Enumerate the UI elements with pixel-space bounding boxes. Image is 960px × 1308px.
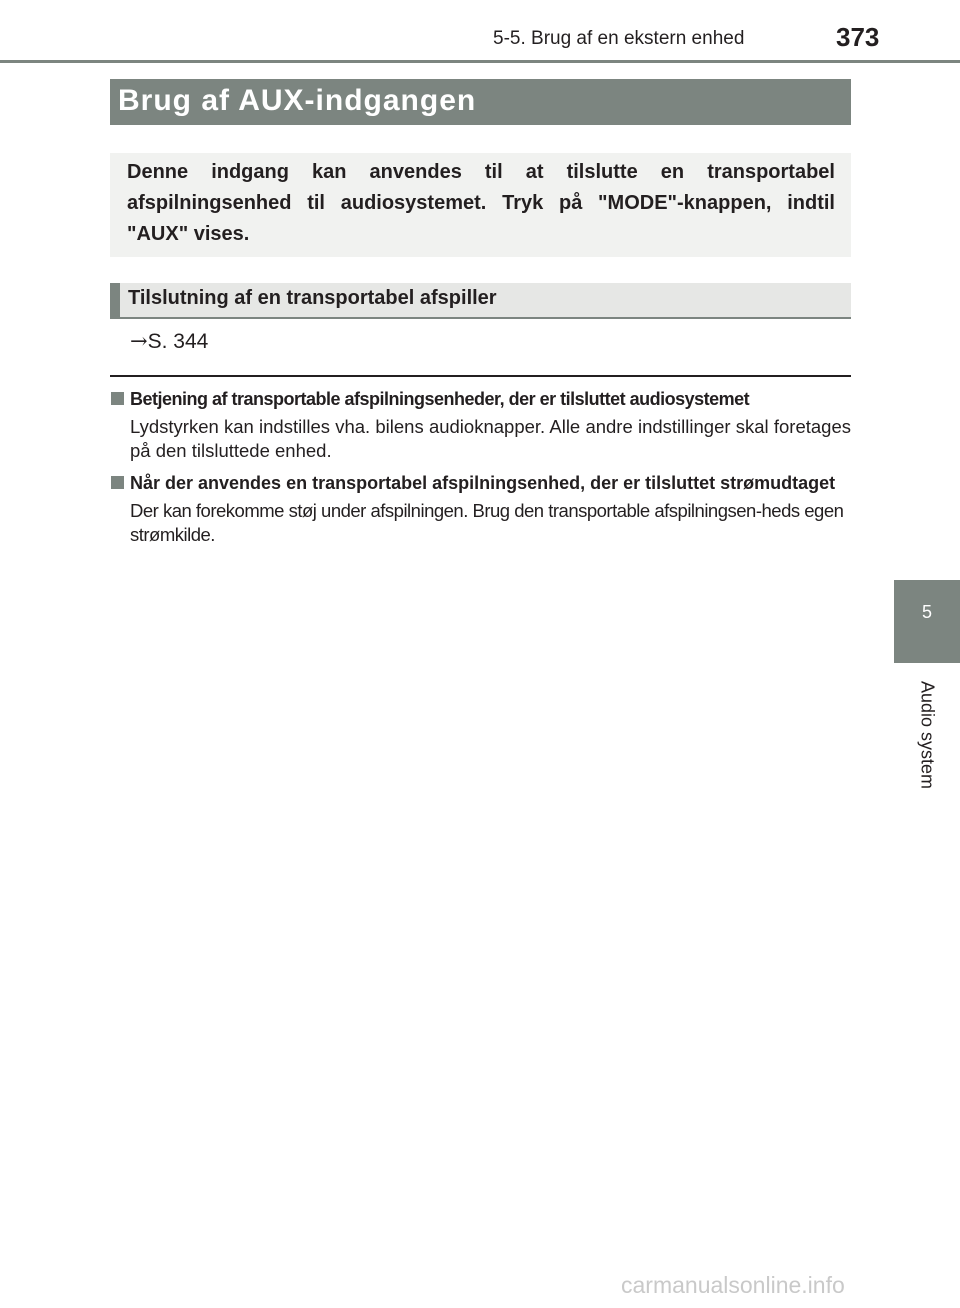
reference-text: S. 344 bbox=[147, 330, 209, 353]
note-title: Når der anvendes en transportabel afspilningsenhed, der er tilsluttet strømudtaget bbox=[130, 473, 836, 493]
note-item bbox=[111, 387, 851, 463]
section-title-bar bbox=[110, 79, 851, 125]
page-number: 373 bbox=[836, 22, 880, 52]
note-body: Der kan forekomme støj under afspilningen. Brug den transportable afspilningsen-heds egen strømkilde. bbox=[130, 500, 844, 545]
subheading-accent bbox=[110, 283, 120, 317]
subheading-title: Tilslutning af en transportabel afspiller bbox=[128, 287, 497, 309]
note-body: Lydstyrken kan indstilles vha. bilens audioknapper. Alle andre indstillinger skal foretages på den tilsluttede enhed. bbox=[130, 416, 851, 461]
page-reference[interactable] bbox=[130, 329, 208, 354]
square-bullet-icon bbox=[111, 392, 124, 405]
chapter-tab[interactable] bbox=[894, 580, 960, 663]
intro-box bbox=[110, 153, 851, 257]
reference-arrow-icon: → bbox=[130, 329, 148, 353]
content-divider bbox=[110, 375, 851, 377]
chapter-label: Audio system bbox=[917, 680, 938, 790]
watermark: carmanualsonline.info bbox=[621, 1272, 845, 1298]
chapter-number: 5 bbox=[921, 602, 932, 622]
running-header-section: 5-5. Brug af en ekstern enhed bbox=[493, 28, 745, 49]
section-title: Brug af AUX-indgangen bbox=[118, 84, 477, 117]
subheading-bar bbox=[110, 283, 851, 319]
note-item bbox=[111, 471, 851, 547]
square-bullet-icon bbox=[111, 476, 124, 489]
intro-text: Denne indgang kan anvendes til at tilslutte en transportabel afspilningsenhed til audiosystemet. Tryk på "MODE"-knappen, indtil "AUX" vises. bbox=[127, 161, 835, 245]
header-divider bbox=[0, 60, 960, 63]
note-title: Betjening af transportable afspilningsenheder, der er tilsluttet audiosystemet bbox=[130, 389, 750, 409]
